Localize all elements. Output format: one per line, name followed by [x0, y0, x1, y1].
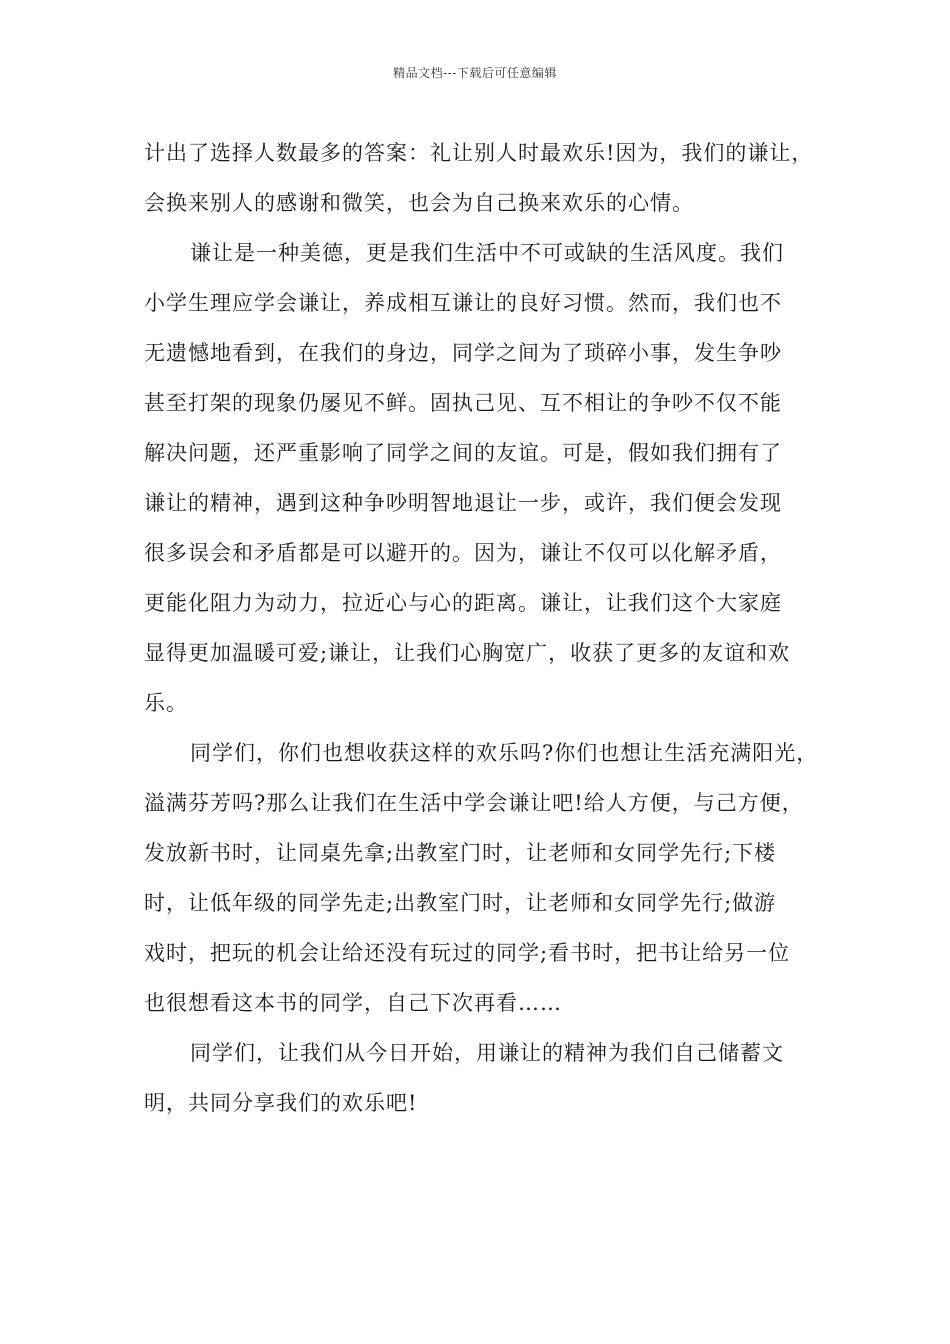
text-line: 谦让是一种美德，更是我们生活中不可或缺的生活风度。我们 [190, 241, 784, 265]
paragraph-2 [144, 228, 814, 728]
text-line: 时，让低年级的同学先走;出教室门时，让老师和女同学先行;做游 [144, 891, 777, 915]
text-line: 同学们，让我们从今日开始，用谦让的精神为我们自己储蓄文 [190, 1041, 784, 1065]
text-line: 发放新书时，让同桌先拿;出教室门时，让老师和女同学先行;下楼 [144, 841, 777, 865]
text-line: 很多误会和矛盾都是可以避开的。因为，谦让不仅可以化解矛盾， [144, 541, 782, 565]
text-line: 也很想看这本书的同学，自己下次再看…… [144, 991, 562, 1015]
page-header: 精品文档---下载后可任意编辑 [393, 66, 557, 80]
paragraph-1 [144, 128, 814, 228]
text-line: 显得更加温暖可爱;谦让，让我们心胸宽广，收获了更多的友谊和欢 [144, 641, 791, 665]
text-line: 同学们，你们也想收获这样的欢乐吗?你们也想让生活充满阳光， [190, 741, 819, 765]
document-body [144, 128, 819, 1128]
text-line: 无遗憾地看到，在我们的身边，同学之间为了琐碎小事，发生争吵 [144, 341, 782, 365]
text-line: 计出了选择人数最多的答案：礼让别人时最欢乐!因为，我们的谦让， [144, 141, 814, 165]
paragraph-3 [144, 728, 819, 1028]
text-line: 小学生理应学会谦让，养成相互谦让的良好习惯。然而，我们也不 [144, 291, 782, 315]
text-line: 会换来别人的感谢和微笑，也会为自己换来欢乐的心情。 [144, 191, 694, 215]
text-line: 谦让的精神，遇到这种争吵明智地退让一步，或许，我们便会发现 [144, 491, 782, 515]
text-line: 解决问题，还严重影响了同学之间的友谊。可是，假如我们拥有了 [144, 441, 782, 465]
text-line: 戏时，把玩的机会让给还没有玩过的同学;看书时，把书让给另一位 [144, 941, 791, 965]
text-line: 更能化阻力为动力，拉近心与心的距离。谦让，让我们这个大家庭 [144, 591, 782, 615]
text-line: 乐。 [144, 691, 188, 715]
text-line: 溢满芬芳吗?那么让我们在生活中学会谦让吧!给人方便，与己方便， [144, 791, 804, 815]
text-line: 甚至打架的现象仍屡见不鲜。固执己见、互不相让的争吵不仅不能 [144, 391, 782, 415]
text-line: 明，共同分享我们的欢乐吧! [144, 1091, 418, 1115]
paragraph-4 [144, 1028, 814, 1128]
